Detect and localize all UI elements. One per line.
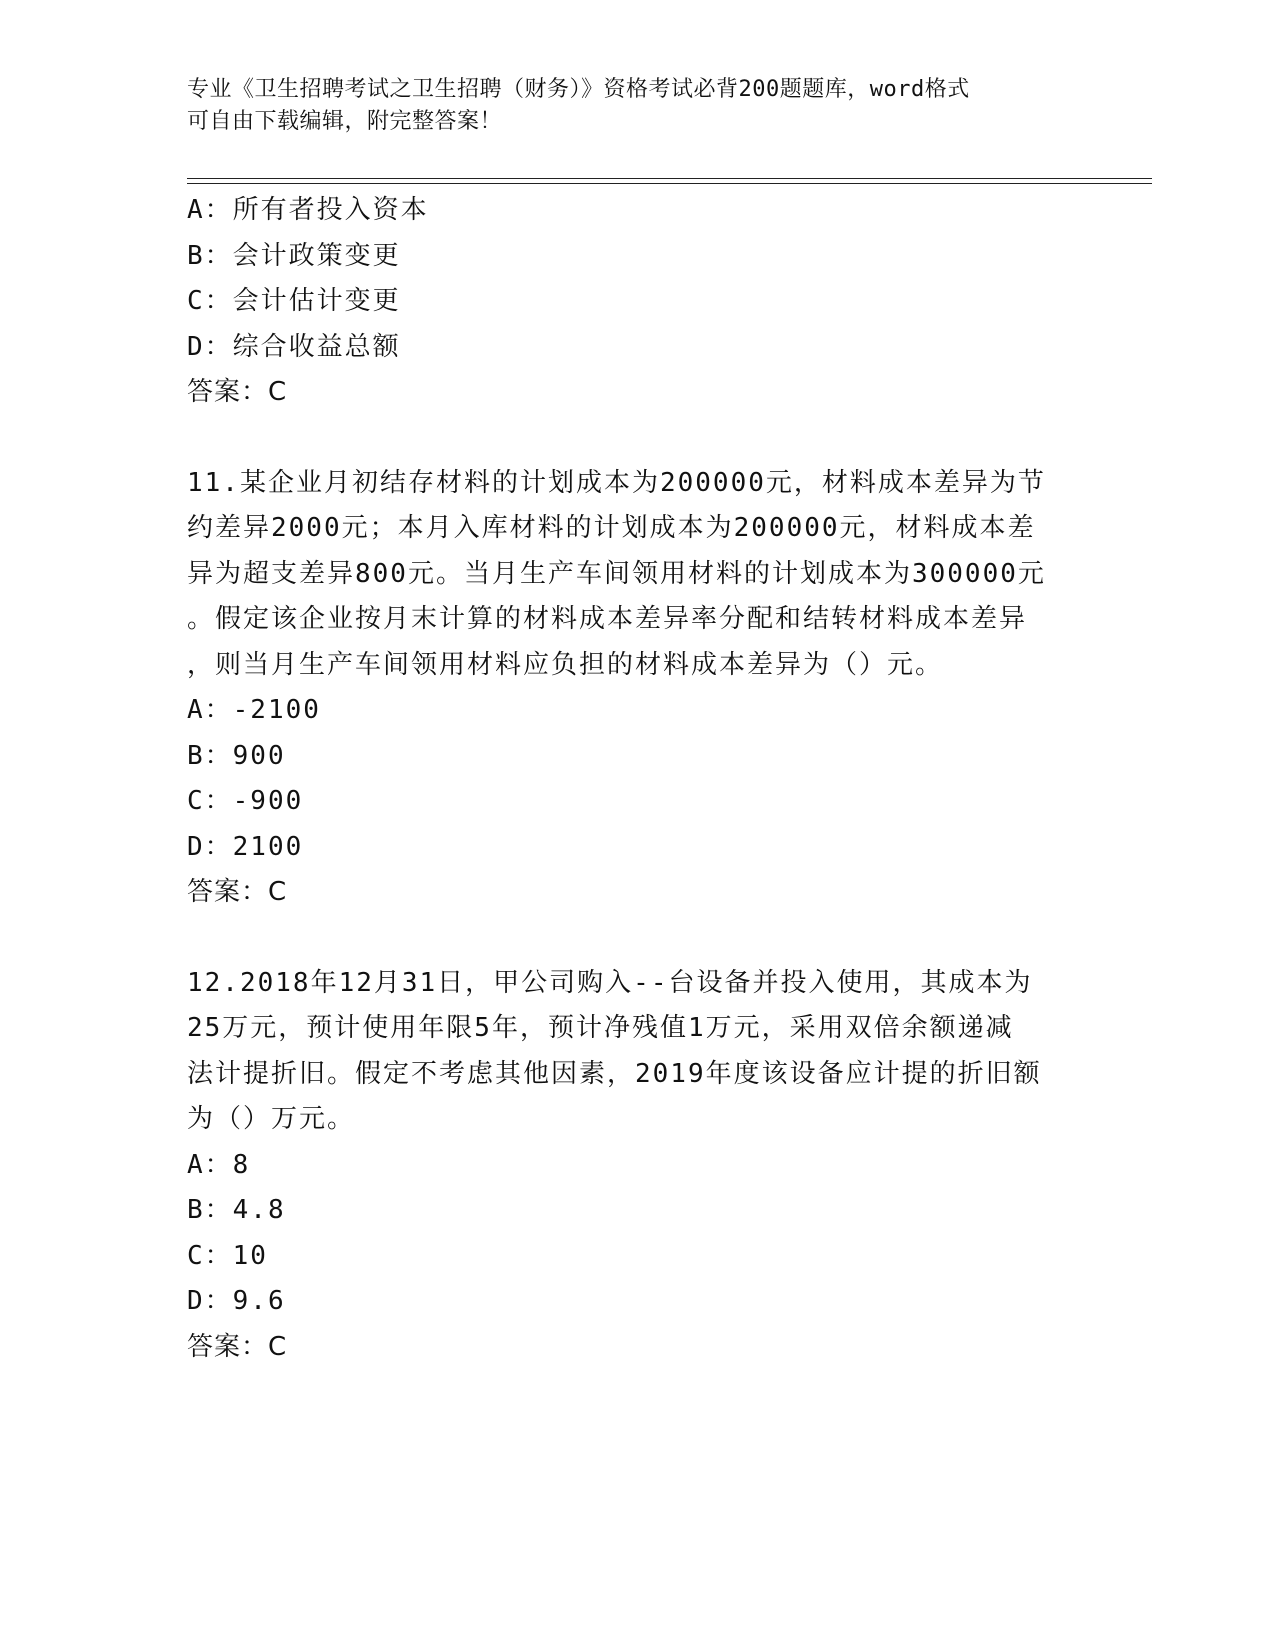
question-10 [187, 188, 1087, 416]
option-d: D：综合收益总额 [187, 331, 401, 362]
option-c: C：-900 [187, 786, 304, 816]
document-header [187, 74, 1067, 138]
document-body [187, 188, 1087, 1370]
question-stem-line: 。假定该企业按月末计算的材料成本差异率分配和结转材料成本差异 [187, 604, 1028, 634]
spacer [187, 916, 1087, 961]
option-a: A：-2100 [187, 695, 321, 725]
question-stem-line: 12.2018年12月31日，甲公司购入--台设备并投入使用，其成本为 [187, 967, 1033, 998]
question-12 [187, 961, 1087, 1371]
option-a: A：所有者投入资本 [187, 195, 429, 225]
header-line-2: 可自由下载编辑，附完整答案！ [187, 109, 503, 134]
spacer [187, 416, 1087, 461]
header-divider-bottom [187, 183, 1152, 184]
question-stem-line: 25万元，预计使用年限5年，预计净残值1万元，采用双倍余额递减 [187, 1013, 1014, 1043]
question-stem-line: ，则当月生产车间领用材料应负担的材料成本差异为（）元。 [187, 649, 944, 680]
header-line-1: 专业《卫生招聘考试之卫生招聘（财务）》资格考试必背200题题库，word格式 [187, 77, 970, 102]
option-d: D：9.6 [187, 1286, 286, 1316]
option-d: D：2100 [187, 831, 304, 862]
option-b: B：会计政策变更 [187, 240, 401, 271]
question-stem-line: 11.某企业月初结存材料的计划成本为200000元，材料成本差异为节 [187, 467, 1046, 498]
answer: 答案：C [187, 877, 288, 907]
question-11 [187, 461, 1087, 916]
option-a: A：8 [187, 1149, 251, 1180]
option-b: B：4.8 [187, 1195, 286, 1225]
question-stem-line: 为（）万元。 [187, 1104, 356, 1134]
header-divider-top [187, 178, 1152, 179]
question-stem-line: 异为超支差异800元。当月生产车间领用材料的计划成本为300000元 [187, 558, 1046, 589]
question-stem-line: 法计提折旧。假定不考虑其他因素，2019年度该设备应计提的折旧额 [187, 1058, 1042, 1089]
question-stem-line: 约差异2000元；本月入库材料的计划成本为200000元，材料成本差 [187, 513, 1036, 543]
answer: 答案：C [187, 377, 288, 407]
option-b: B：900 [187, 740, 286, 771]
option-c: C：会计估计变更 [187, 286, 401, 316]
answer: 答案：C [187, 1331, 288, 1362]
option-c: C：10 [187, 1240, 268, 1271]
